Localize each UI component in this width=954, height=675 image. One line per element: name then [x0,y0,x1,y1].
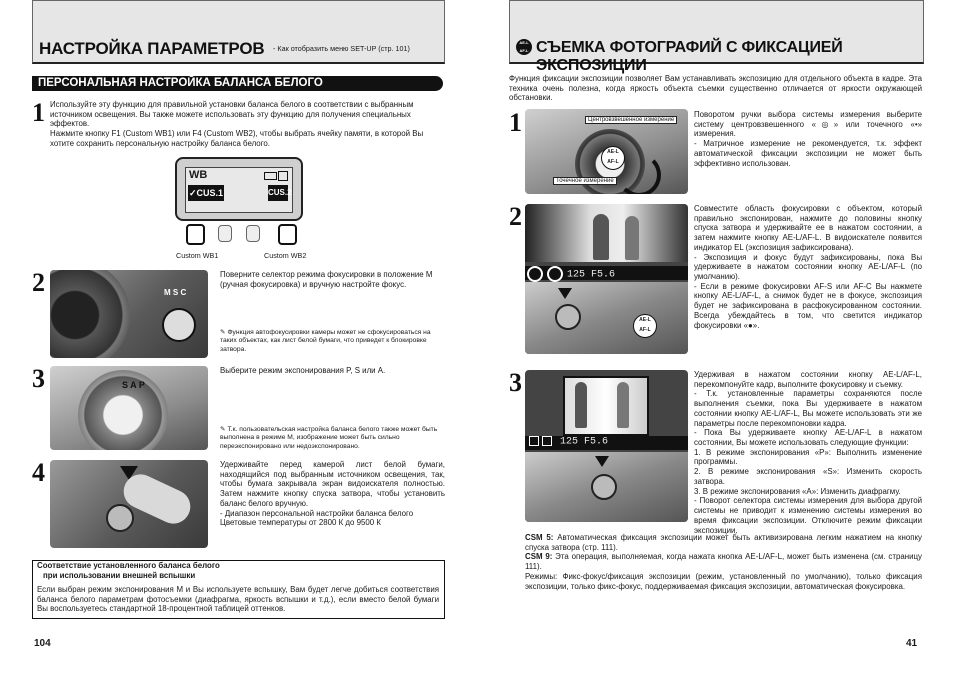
step4-text [220,460,445,528]
ael-button-2[interactable]: AE-L AF-L [633,314,657,338]
callout-spot: Точечное измерение [553,177,617,185]
r-step3-line6: - Поворот селектора системы измерения для выбора другой системы не приводит к изменению системы измерения во время фиксации экспозиции. Отключите режим фиксации экспозиции. [694,496,922,535]
ael-button[interactable]: AE-L AF-L [601,146,625,170]
viewfinder-photo-2 [525,204,688,354]
lcd-panel [175,157,303,221]
box-title-line1: Соответствие установленного баланса белого [37,561,220,570]
viewfinder-readout-2 [525,266,688,280]
rotate-arrow-icon [617,153,661,194]
csm9-label: CSM 9: [525,552,553,562]
lcd-cus2: CUS.2 [268,185,288,201]
step1-paragraph2: Нажмите кнопку F1 (Custom WB1) или F4 (Custom WB2), чтобы выбрать ячейку памяти, в которой Вы хотите сохранить персональную настройку баланса белого. [50,129,424,148]
label-custom-wb2: Custom WB2 [264,251,307,260]
box-title-line2: при использовании внешней вспышки [43,570,196,580]
left-header-title: НАСТРОЙКА ПАРАМЕТРОВ [39,39,265,58]
step1-text [50,100,445,149]
lcd-wb: WB [189,169,208,181]
vf-values-3: 125 F5.6 [560,436,609,448]
csm9-note [525,552,922,571]
press-arrow-icon-2 [558,288,572,299]
el-box-icon-2 [542,436,552,446]
step3-note [220,426,445,451]
step2-note-text: Функция автофокусировки камеры может не сфокусироваться на таких объектах, как лист белой бумаги, что приведет к блокировке затвора. [220,329,431,353]
csm-notes [525,533,922,591]
r-step2-note2: - Если в режиме фокусировки AF-S или AF-C Вы нажмете кнопку AE-L/AF-L, а снимок будет не в фокусе, экспозиция будет не зафиксирована в расфокусированном состоянии. Всегда убеждайтесь в том, что светится индикатор фокусировки «●». [694,281,922,330]
ae-lock-badge-icon [516,39,532,55]
focus-mode-dial[interactable] [162,308,196,342]
note-icon: ✎ [220,329,228,336]
press-arrow-icon-3 [595,456,609,467]
right-intro: Функция фиксации экспозиции позволяет Вам устанавливать экспозицию для отдельного объекта в кадре. Эта техника очень полезна, когда яркость объекта съемки существенно отличается от яркости окружающей обстановки. [509,74,922,103]
left-header-ref: - Как отобразить меню SET-UP (стр. 101) [273,44,410,53]
f-buttons-row [186,224,296,244]
step3-number: 3 [32,364,45,393]
step3-text: Выберите режим экспонирования P, S или A. [220,366,386,375]
right-header [509,0,924,74]
right-page-number: 41 [906,638,918,649]
viewfinder-readout-3 [525,436,688,450]
card-icon [278,171,288,181]
csm9-text: Эта операция, выполняемая, когда нажата кнопка AE-L/AF-L, может быть изменена (см. страницу 111). [525,552,922,572]
callout-center-weighted: Центровзвешенное измерение [585,116,677,124]
r-step3-line5: 3. В режиме экспонирования «A»: Изменить диафрагму. [694,486,901,496]
step4-paragraph: Удерживайте перед камерой лист белой бумаги, находящийся под выбранным источником освещения, так, чтобы бумага закрывала экран видоискателя полностью. Затем нажмите кнопку спуска затвора, чтобы установить баланс белого вручную. [220,460,445,508]
r-step3-text [694,370,922,535]
mode-dial-photo [50,366,208,450]
box-title [37,561,417,580]
r-step3-line3: 1. В режиме экспонирования «P»: Выполнить изменение программы. [694,447,922,467]
shutter-button[interactable] [106,504,134,532]
shutter-press-photo [50,460,208,548]
step1-number: 1 [32,98,45,127]
subject-woman-2 [625,216,639,260]
battery-icon [264,172,277,180]
csm5-note [525,533,922,552]
left-page-number: 104 [34,638,51,649]
r-step2-number: 2 [509,202,522,231]
shutter-button-3[interactable] [591,474,617,500]
step4-number: 4 [32,458,45,487]
lens-barrel [50,270,130,358]
el-indicator-icon-2 [547,266,563,282]
box-text: Если выбран режим экспонирования M и Вы используете вспышку, Вам будет легче добиться соответствия баланса белого параметрам фотосъемки (диафрагма, яркость вспышки и т.д.), если вместо белой бумаги Вы воспользуетесь стандартной 18-процентной таблицей оттенков. [37,585,439,614]
viewfinder-photo-3 [525,370,688,522]
step1-paragraph: Используйте эту функцию для правильной установки баланса белого в соответствии с выбранным источником освещения. Вы также можете использовать эту функцию для получения специальных эффектов. [50,100,414,129]
vf-values-2: 125 F5.6 [567,269,616,281]
camera-body-2 [525,282,688,354]
f1-button[interactable] [186,224,205,245]
flash-wb-box [32,560,445,619]
el-box-icon [529,436,539,446]
r-step3-number: 3 [509,368,522,397]
f4-button[interactable] [278,224,297,245]
step4-range2: Цветовые температуры от 2800 К до 9500 К [220,518,381,528]
subject-woman-4 [617,382,629,428]
subject-woman-1 [593,214,609,260]
r-step3-line1: - Т.к. установленные параметры сохраняются после выполнения съемки, пока Вы удерживаете в нажатом состоянии кнопку AE-L/AF-L, Вы можете использовать эти же параметры после перекомпоновки кадра. [694,389,922,428]
r-step2-note1: - Экспозиция и фокус будут зафиксированы, пока Вы удерживаете в нажатом состоянии кнопку AE-L/AF-L (по умолчанию). [694,252,922,282]
note-icon: ✎ [220,426,228,433]
r-step1-number: 1 [509,108,522,137]
r-step2-text [694,204,922,330]
csm5-label: CSM 5: [525,533,554,542]
lcd-screen [185,167,293,213]
r-step3-line2: - Пока Вы удерживаете кнопку AE-L/AF-L в нажатом состоянии, Вы можете использовать следующие функции: [694,428,922,448]
r-step1-text [694,110,922,168]
csm5-text: Автоматическая фиксация экспозиции может быть активизирована легким нажатием на кнопку спуска затвора (стр. 111). [525,533,922,552]
r-step3-paragraph: Удерживая в нажатом состоянии кнопку AE-L/AF-L, перекомпонуйте кадр, выполните фокусировку и съемку. [694,370,922,389]
focus-selector-photo [50,270,208,358]
r-step1-note: - Матричное измерение не рекомендуется, т.к. эффект автоматической фиксации экспозиции не может быть эффективно использован. [694,139,922,168]
lcd-cus1: ✓CUS.1 [188,185,224,201]
modes-note: Режимы: Фикс-фокус/фиксация экспозиции (режим, установленный по умолчанию), только фиксация экспозиции, только фикс-фокус, поддерживаемая фиксация экспозиции, автоматическая фокусировка. [525,571,922,591]
f2-button[interactable] [218,225,232,242]
step2-text: Поверните селектор режима фокусировки в положение M (ручная фокусировка) и вручную настройте фокус. [220,270,433,289]
label-custom-wb1: Custom WB1 [176,251,219,260]
step4-range: - Диапазон персональной настройки баланса белого [220,508,414,518]
lcd-cus1-label: CUS.1 [196,188,224,198]
r-step3-line4: 2. В режиме экспонирования «S»: Изменить скорость затвора. [694,467,922,486]
ae-lock-badge-text: AE-L AF-L [519,40,529,53]
section-title: ПЕРСОНАЛЬНАЯ НАСТРОЙКА БАЛАНСА БЕЛОГО [32,76,443,91]
left-header [32,0,445,64]
r-step2-paragraph: Совместите область фокусировки с объектом, который правильно экспонирован, нажмите до половины кнопку спуска затвора и удерживайте ее в нажатом состоянии, а затем нажмите кнопку AE-L/AF-L. В видоискателе появится индикатор EL (экспозиция зафиксирована). [694,204,922,252]
step2-note [220,329,445,354]
r-step1-paragraph: Поворотом ручки выбора системы измерения выберите систему центровзвешенного «◎» или точечного «•» измерения. [694,110,922,139]
f3-button[interactable] [246,225,260,242]
subject-woman-3 [575,382,587,428]
shutter-button-2[interactable] [555,304,581,330]
step3-note-text: Т.к. пользовательская настройка баланса белого также может быть выполнена в режиме M, изображение может быть сильно переэкспонировано или недоэкспонировано. [220,426,438,450]
focus-mode-label: M S C [164,288,187,297]
el-indicator-icon [527,266,543,282]
step2-number: 2 [32,268,45,297]
right-header-title: СЪЕМКА ФОТОГРАФИЙ С ФИКСАЦИЕЙ ЭКСПОЗИЦИИ [536,39,843,74]
mode-dial-letters: S A P [122,380,145,390]
